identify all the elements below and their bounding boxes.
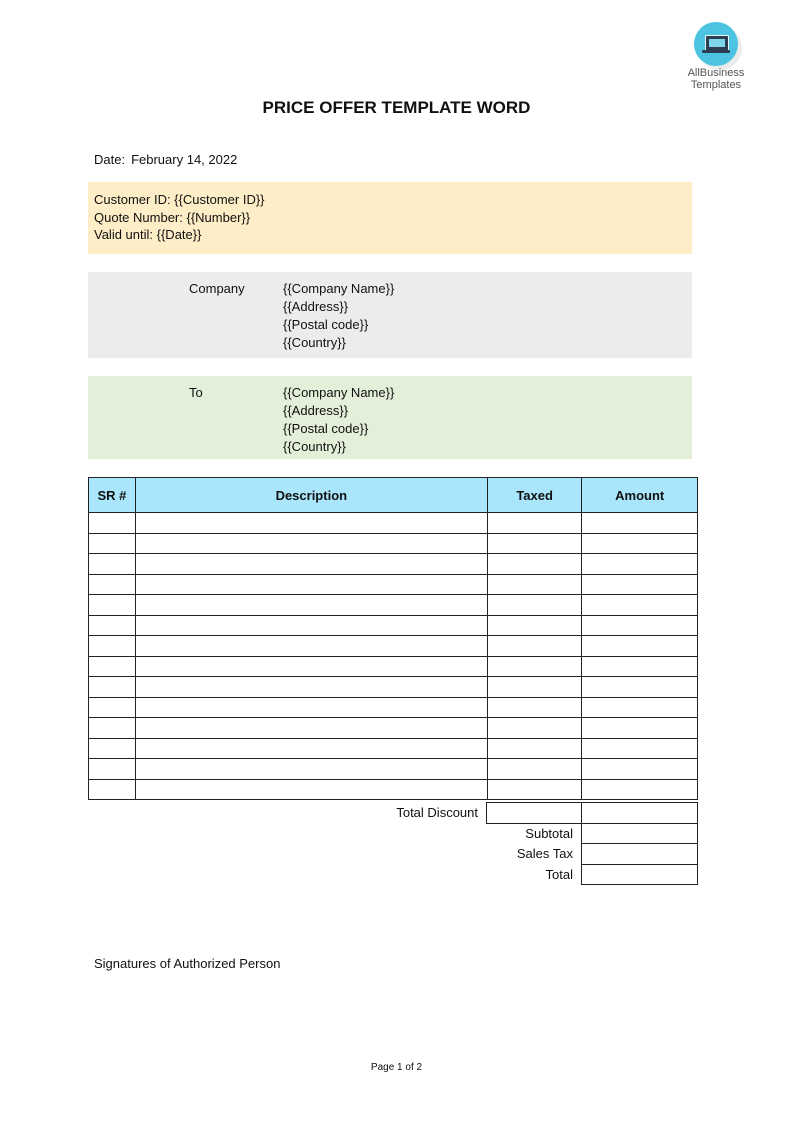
taxed-cell[interactable] <box>487 779 582 800</box>
table-row <box>89 779 698 800</box>
date-value: February 14, 2022 <box>131 152 238 167</box>
company-details <box>283 280 394 352</box>
date-label: Date: <box>94 152 126 167</box>
amount-cell[interactable] <box>582 738 698 759</box>
table-row <box>89 718 698 739</box>
table-row <box>89 513 698 534</box>
amount-cell[interactable] <box>582 636 698 657</box>
header-description: Description <box>135 478 487 513</box>
header-sr: SR # <box>89 478 136 513</box>
logo-line-1: AllBusiness <box>687 67 745 79</box>
table-row <box>89 574 698 595</box>
brand-logo <box>676 22 756 91</box>
sr-cell[interactable] <box>89 677 136 698</box>
amount-cell[interactable] <box>582 533 698 554</box>
sr-cell[interactable] <box>89 513 136 534</box>
description-cell[interactable] <box>135 595 487 616</box>
amount-cell[interactable] <box>582 677 698 698</box>
sales-tax-amount-cell[interactable] <box>582 844 698 865</box>
taxed-cell[interactable] <box>487 738 582 759</box>
total-row <box>88 864 698 885</box>
description-cell[interactable] <box>135 697 487 718</box>
company-name: {{Company Name}} <box>283 281 395 296</box>
recipient-address: {{Address}} <box>283 403 349 418</box>
sr-cell[interactable] <box>89 636 136 657</box>
sr-cell[interactable] <box>89 718 136 739</box>
amount-cell[interactable] <box>582 759 698 780</box>
recipient-postal-code: {{Postal code}} <box>283 421 369 436</box>
recipient-label: To <box>189 385 203 400</box>
taxed-cell[interactable] <box>487 615 582 636</box>
amount-cell[interactable] <box>582 574 698 595</box>
total-discount-row <box>88 803 698 824</box>
signature-line: Signatures of Authorized Person <box>94 956 281 971</box>
description-cell[interactable] <box>135 656 487 677</box>
items-table <box>88 477 698 800</box>
total-label: Total <box>545 866 573 882</box>
taxed-cell[interactable] <box>487 718 582 739</box>
recipient-country: {{Country}} <box>283 439 346 454</box>
recipient-name: {{Company Name}} <box>283 385 395 400</box>
page-number: Page 1 of 2 <box>370 1062 423 1073</box>
table-row <box>89 656 698 677</box>
sales-tax-label: Sales Tax <box>516 846 573 862</box>
table-row <box>89 595 698 616</box>
subtotal-amount-cell[interactable] <box>582 823 698 844</box>
customer-id: Customer ID: {{Customer ID}} <box>94 192 265 207</box>
table-header-row <box>89 478 698 513</box>
description-cell[interactable] <box>135 554 487 575</box>
taxed-cell[interactable] <box>487 759 582 780</box>
taxed-cell[interactable] <box>487 595 582 616</box>
amount-cell[interactable] <box>582 697 698 718</box>
taxed-cell[interactable] <box>487 513 582 534</box>
amount-cell[interactable] <box>582 595 698 616</box>
description-cell[interactable] <box>135 533 487 554</box>
table-row <box>89 697 698 718</box>
company-address: {{Address}} <box>283 299 349 314</box>
amount-cell[interactable] <box>582 554 698 575</box>
totals-table <box>88 802 698 885</box>
recipient-details <box>283 384 394 456</box>
table-row <box>89 554 698 575</box>
sr-cell[interactable] <box>89 738 136 759</box>
sales-tax-row <box>88 844 698 865</box>
header-taxed: Taxed <box>487 478 582 513</box>
table-row <box>89 533 698 554</box>
description-cell[interactable] <box>135 513 487 534</box>
description-cell[interactable] <box>135 574 487 595</box>
sr-cell[interactable] <box>89 574 136 595</box>
total-amount-cell[interactable] <box>582 864 698 885</box>
table-row <box>89 636 698 657</box>
total-discount-label: Total Discount <box>396 805 478 821</box>
sr-cell[interactable] <box>89 533 136 554</box>
table-row <box>89 677 698 698</box>
recipient-box <box>88 376 692 459</box>
description-cell[interactable] <box>135 759 487 780</box>
amount-cell[interactable] <box>582 656 698 677</box>
laptop-icon <box>694 22 738 66</box>
company-box <box>88 272 692 358</box>
taxed-cell[interactable] <box>487 636 582 657</box>
amount-cell[interactable] <box>582 779 698 800</box>
amount-cell[interactable] <box>582 513 698 534</box>
table-row <box>89 615 698 636</box>
quote-info-box <box>88 182 692 254</box>
quote-number: Quote Number: {{Number}} <box>94 210 251 225</box>
taxed-cell[interactable] <box>487 677 582 698</box>
logo-line-2: Templates <box>690 79 742 91</box>
sr-cell[interactable] <box>89 615 136 636</box>
taxed-cell[interactable] <box>487 554 582 575</box>
description-cell[interactable] <box>135 615 487 636</box>
sr-cell[interactable] <box>89 656 136 677</box>
taxed-cell[interactable] <box>487 533 582 554</box>
sr-cell[interactable] <box>89 759 136 780</box>
sr-cell[interactable] <box>89 779 136 800</box>
sr-cell[interactable] <box>89 697 136 718</box>
subtotal-row <box>88 823 698 844</box>
items-body <box>89 513 698 800</box>
taxed-cell[interactable] <box>487 656 582 677</box>
table-row <box>89 738 698 759</box>
taxed-cell[interactable] <box>487 697 582 718</box>
description-cell[interactable] <box>135 636 487 657</box>
company-postal-code: {{Postal code}} <box>283 317 369 332</box>
document-title: PRICE OFFER TEMPLATE WORD <box>262 98 531 117</box>
company-label: Company <box>189 281 245 296</box>
description-cell[interactable] <box>135 677 487 698</box>
amount-cell[interactable] <box>582 718 698 739</box>
description-cell[interactable] <box>135 779 487 800</box>
table-row <box>89 759 698 780</box>
taxed-cell[interactable] <box>487 574 582 595</box>
sr-cell[interactable] <box>89 595 136 616</box>
company-country: {{Country}} <box>283 335 346 350</box>
description-cell[interactable] <box>135 738 487 759</box>
amount-cell[interactable] <box>582 615 698 636</box>
date-line <box>94 152 237 167</box>
total-discount-taxed-cell[interactable] <box>487 803 582 824</box>
subtotal-label: Subtotal <box>525 826 573 841</box>
valid-until: Valid until: {{Date}} <box>94 227 202 242</box>
header-amount: Amount <box>582 478 698 513</box>
description-cell[interactable] <box>135 718 487 739</box>
total-discount-amount-cell[interactable] <box>582 803 698 824</box>
sr-cell[interactable] <box>89 554 136 575</box>
logo-text <box>676 67 756 91</box>
